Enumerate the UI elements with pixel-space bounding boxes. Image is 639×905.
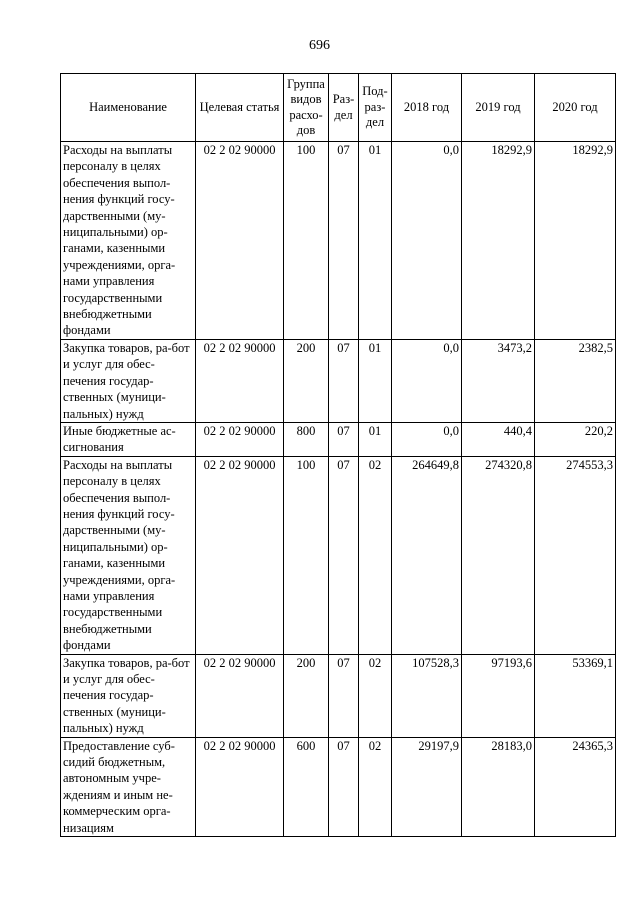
cell-group: 200 xyxy=(284,654,329,737)
cell-2020: 2382,5 xyxy=(535,339,616,422)
budget-table xyxy=(60,73,616,837)
cell-group: 600 xyxy=(284,737,329,836)
cell-2018: 0,0 xyxy=(392,142,462,340)
table-header-row xyxy=(61,74,616,142)
header-target: Целевая статья xyxy=(196,74,284,142)
cell-name: Расходы на выплаты персоналу в целях обеспечения выпол-нения функций госу-дарственными (му-ниципальными) ор-ганами, казенными учреждениями, орга-нами управления государственными внебюджетными фондами xyxy=(61,142,196,340)
cell-target: 02 2 02 90000 xyxy=(196,142,284,340)
table-row xyxy=(61,456,616,654)
cell-2019: 18292,9 xyxy=(462,142,535,340)
table-row xyxy=(61,339,616,422)
cell-2020: 18292,9 xyxy=(535,142,616,340)
cell-subsection: 01 xyxy=(359,142,392,340)
cell-2020: 220,2 xyxy=(535,422,616,456)
cell-target: 02 2 02 90000 xyxy=(196,339,284,422)
header-2019: 2019 год xyxy=(462,74,535,142)
cell-2019: 440,4 xyxy=(462,422,535,456)
cell-2020: 24365,3 xyxy=(535,737,616,836)
cell-name: Иные бюджетные ас-сигнования xyxy=(61,422,196,456)
cell-2019: 28183,0 xyxy=(462,737,535,836)
cell-2018: 264649,8 xyxy=(392,456,462,654)
cell-section: 07 xyxy=(329,737,359,836)
cell-group: 100 xyxy=(284,142,329,340)
cell-2020: 274553,3 xyxy=(535,456,616,654)
cell-section: 07 xyxy=(329,456,359,654)
cell-2018: 107528,3 xyxy=(392,654,462,737)
header-subsection: Под-раз-дел xyxy=(359,74,392,142)
header-section: Раз-дел xyxy=(329,74,359,142)
cell-group: 100 xyxy=(284,456,329,654)
cell-2020: 53369,1 xyxy=(535,654,616,737)
cell-2018: 29197,9 xyxy=(392,737,462,836)
cell-target: 02 2 02 90000 xyxy=(196,456,284,654)
header-2020: 2020 год xyxy=(535,74,616,142)
cell-2018: 0,0 xyxy=(392,339,462,422)
cell-subsection: 01 xyxy=(359,422,392,456)
cell-target: 02 2 02 90000 xyxy=(196,422,284,456)
cell-section: 07 xyxy=(329,654,359,737)
cell-2019: 3473,2 xyxy=(462,339,535,422)
header-group: Группа видов расхо-дов xyxy=(284,74,329,142)
cell-subsection: 02 xyxy=(359,456,392,654)
cell-2019: 97193,6 xyxy=(462,654,535,737)
cell-name: Предоставление суб-сидий бюджетным, автономным учре-ждениям и иным не-коммерческим орга-низациям xyxy=(61,737,196,836)
header-2018: 2018 год xyxy=(392,74,462,142)
table-row xyxy=(61,142,616,340)
cell-2019: 274320,8 xyxy=(462,456,535,654)
page-number: 696 xyxy=(309,38,330,53)
header-name: Наименование xyxy=(61,74,196,142)
cell-group: 200 xyxy=(284,339,329,422)
cell-target: 02 2 02 90000 xyxy=(196,654,284,737)
table-row xyxy=(61,422,616,456)
table-row xyxy=(61,737,616,836)
cell-subsection: 01 xyxy=(359,339,392,422)
cell-name: Закупка товаров, ра-бот и услуг для обес-печения государ-ственных (муници-пальных) нужд xyxy=(61,339,196,422)
cell-2018: 0,0 xyxy=(392,422,462,456)
cell-subsection: 02 xyxy=(359,737,392,836)
cell-name: Расходы на выплаты персоналу в целях обеспечения выпол-нения функций госу-дарственными (му-ниципальными) ор-ганами, казенными учреждениями, орга-нами управления государственными внебюджетными фондами xyxy=(61,456,196,654)
table-row xyxy=(61,654,616,737)
cell-section: 07 xyxy=(329,422,359,456)
cell-section: 07 xyxy=(329,339,359,422)
cell-target: 02 2 02 90000 xyxy=(196,737,284,836)
cell-subsection: 02 xyxy=(359,654,392,737)
cell-group: 800 xyxy=(284,422,329,456)
cell-name: Закупка товаров, ра-бот и услуг для обес-печения государ-ственных (муници-пальных) нужд xyxy=(61,654,196,737)
cell-section: 07 xyxy=(329,142,359,340)
